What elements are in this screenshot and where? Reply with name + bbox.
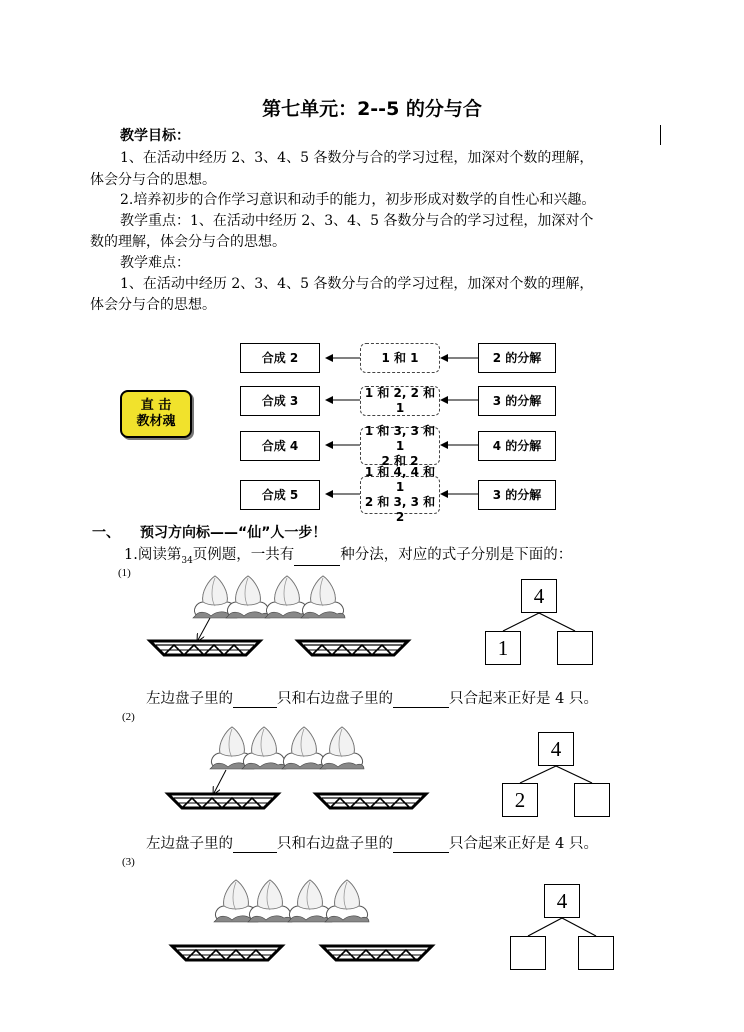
sentence-part-c: 只合起来正好是 (449, 691, 551, 707)
decompose-box-2: 2 的分解 (478, 343, 556, 373)
decompose-box-5: 3 的分解 (478, 480, 556, 510)
example-2-right-plate (316, 794, 426, 808)
peach (248, 880, 292, 922)
example-1-label: (1) (118, 567, 131, 579)
pairs-5-line1: 1 和 4, 4 和 1 (364, 465, 436, 494)
sentence-part-d: 只。 (568, 691, 598, 707)
example-2-sentence (146, 832, 598, 853)
combine-box-3: 合成 3 (240, 386, 320, 416)
combine-box-5: 合成 5 (240, 480, 320, 510)
pairs-5-line2: 2 和 3, 3 和 2 (364, 495, 436, 524)
peach (242, 727, 286, 769)
difficulty-heading: 教学难点： (120, 255, 190, 271)
example-1-right-plate (298, 641, 408, 655)
bond-1-right[interactable] (557, 631, 593, 665)
difficulty-line2: 体会分与合的思想。 (90, 297, 216, 313)
pairs-4-line1: 1 和 3, 3 和 1 (364, 423, 436, 453)
sentence-part-b: 只和右边盘子里的 (277, 836, 393, 852)
right-count-blank[interactable] (393, 836, 449, 853)
bond-1-left: 1 (485, 631, 521, 665)
badge-line1: 直 击 (140, 398, 172, 413)
page-title: 第七单元：2--5 的分与合 (262, 98, 482, 120)
peach (288, 880, 332, 922)
sentence-part-b: 只和右边盘子里的 (277, 691, 393, 707)
badge-line2: 教材魂 (136, 414, 176, 429)
sentence-part-d: 只。 (568, 836, 598, 852)
objectives-heading: 教学目标： (120, 128, 190, 144)
example-1-arrow (198, 618, 210, 640)
example-1-peaches (193, 576, 345, 618)
peach (301, 576, 345, 618)
q1-suffix: 种分法，对应的式子分别是下面的： (340, 547, 573, 563)
bond-2-right[interactable] (574, 783, 610, 817)
key-point-line2: 数的理解，体会分与合的思想。 (90, 234, 286, 250)
sentence-part-c: 只合起来正好是 (449, 836, 551, 852)
bond-3-top: 4 (544, 884, 580, 918)
bond-2-left: 2 (502, 783, 538, 817)
right-count-blank[interactable] (393, 691, 449, 708)
example-3-right-plate (322, 946, 432, 960)
pairs-3-line1: 1 和 2, 2 和 1 (364, 386, 436, 415)
difficulty-line1: 1、在活动中经历 2、3、4、5 各数分与合的学习过程，加深对个数的理解， (120, 276, 594, 292)
q1-prefix: 1.阅读第 (124, 547, 182, 563)
left-count-blank[interactable] (233, 836, 277, 853)
example-3-left-plate (172, 946, 282, 960)
bond-2-top: 4 (538, 732, 574, 766)
example-1-sentence (146, 687, 598, 708)
key-point-line1: 教学重点：1、在活动中经历 2、3、4、5 各数分与合的学习过程，加深对个 (120, 213, 594, 229)
combine-box-4: 合成 4 (240, 431, 320, 461)
bond-3-right[interactable] (578, 936, 614, 970)
sentence-part-a: 左边盘子里的 (146, 836, 233, 852)
example-1-left-plate (150, 641, 260, 655)
goal1-line1: 1、在活动中经历 2、3、4、5 各数分与合的学习过程，加深对个数的理解， (120, 150, 594, 166)
q1-page: 34 (181, 555, 193, 566)
sentence-total: 4 (555, 836, 565, 852)
peach (320, 727, 364, 769)
example-3-peaches (214, 880, 369, 922)
combine-box-2: 合成 2 (240, 343, 320, 373)
section1-heading: 预习方向标——“仙”人一步！ (140, 525, 327, 541)
pairs-4-line2: 2 和 2 (381, 453, 419, 468)
example-3-label: (3) (122, 856, 135, 868)
bond-3-left[interactable] (510, 936, 546, 970)
goal2: 2.培养初步的合作学习意识和动手的能力，初步形成对数学的自性心和兴趣。 (120, 192, 596, 208)
pairs-2-line1: 1 和 1 (381, 350, 419, 365)
sentence-total: 4 (555, 691, 565, 707)
peach (282, 727, 326, 769)
decompose-box-3: 3 的分解 (478, 386, 556, 416)
peach (325, 880, 369, 922)
sentence-part-a: 左边盘子里的 (146, 691, 233, 707)
example-2-left-plate (168, 794, 278, 808)
goal1-line2: 体会分与合的思想。 (90, 172, 216, 188)
example-2-arrow (214, 770, 226, 793)
bond-1-top: 4 (521, 579, 557, 613)
peach (226, 576, 270, 618)
section1-number: 一、 (92, 525, 120, 541)
q1-mid: 页例题，一共有 (192, 547, 295, 563)
left-count-blank[interactable] (233, 691, 277, 708)
decompose-box-4: 4 的分解 (478, 431, 556, 461)
example-2-label: (2) (122, 711, 135, 723)
example-2-peaches (210, 727, 364, 769)
